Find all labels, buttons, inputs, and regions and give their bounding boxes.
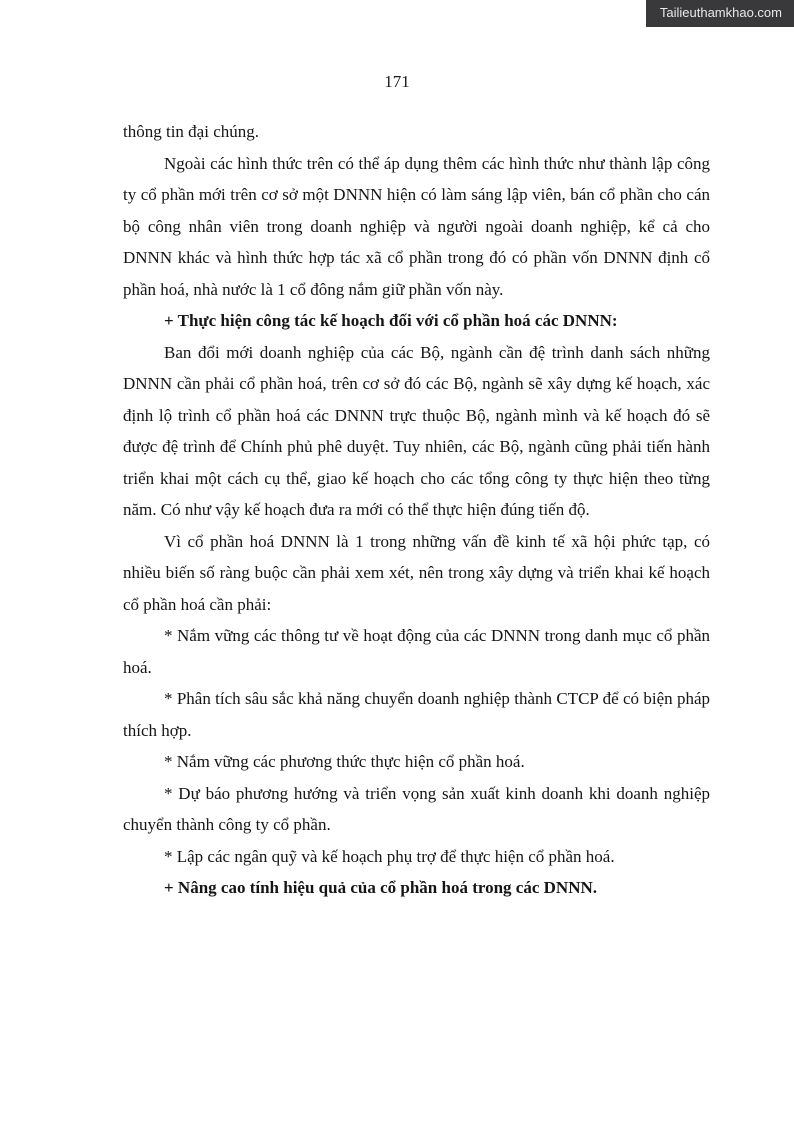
- page-number: 171: [384, 72, 410, 91]
- heading-paragraph: + Thực hiện công tác kế hoạch đối với cổ phần hoá các DNNN:: [164, 311, 618, 330]
- bullet-paragraph: * Dự báo phương hướng và triển vọng sản xuất kinh doanh khi doanh nghiệp chuyển thành công ty cổ phần.: [123, 783, 710, 834]
- bullet-paragraph: * Nắm vững các phương thức thực hiện cổ phần hoá.: [164, 752, 525, 771]
- heading-paragraph: + Nâng cao tính hiệu quả của cổ phần hoá trong các DNNN.: [164, 878, 598, 897]
- document-body: [123, 116, 710, 904]
- watermark: Tailieuthamkhao.com: [646, 0, 794, 27]
- paragraph: Ngoài các hình thức trên có thể áp dụng thêm các hình thức như thành lập công ty cổ phần mới trên cơ sở một DNNN hiện có làm sáng lập viên, bán cổ phần cho cán bộ công nhân viên trong doanh nghiệp và người ngoài doanh nghiệp, kể cả cho DNNN khác và hình thức hợp tác xã cổ phần trong đó có phần vốn DNNN định cổ phần hoá, nhà nước là 1 cổ đông nắm giữ phần vốn này.: [123, 153, 710, 299]
- paragraph: Ban đổi mới doanh nghiệp của các Bộ, ngành cần đệ trình danh sách những DNNN cần phải cổ phần hoá, trên cơ sở đó các Bộ, ngành sẽ xây dựng kế hoạch, xác định lộ trình cổ phần hoá các DNNN trực thuộc Bộ, ngành mình và kế hoạch đó sẽ được đệ trình để Chính phủ phê duyệt. Tuy nhiên, các Bộ, ngành cũng phải tiến hành triển khai một cách cụ thể, giao kế hoạch cho các tổng công ty thực hiện theo từng năm. Có như vậy kế hoạch đưa ra mới có thể thực hiện đúng tiến độ.: [123, 342, 710, 519]
- paragraph: thông tin đại chúng.: [123, 122, 259, 141]
- paragraph: Vì cổ phần hoá DNNN là 1 trong những vấn đề kinh tế xã hội phức tạp, có nhiều biến số ràng buộc cần phải xem xét, nên trong xây dựng và triển khai kế hoạch cổ phần hoá cần phải:: [123, 531, 710, 614]
- bullet-paragraph: * Phân tích sâu sắc khả năng chuyển doanh nghiệp thành CTCP để có biện pháp thích hợp.: [123, 689, 710, 740]
- bullet-paragraph: * Lập các ngân quỹ và kế hoạch phụ trợ để thực hiện cổ phần hoá.: [164, 846, 615, 866]
- bullet-paragraph: * Nắm vững các thông tư về hoạt động của các DNNN trong danh mục cổ phần hoá.: [123, 626, 710, 677]
